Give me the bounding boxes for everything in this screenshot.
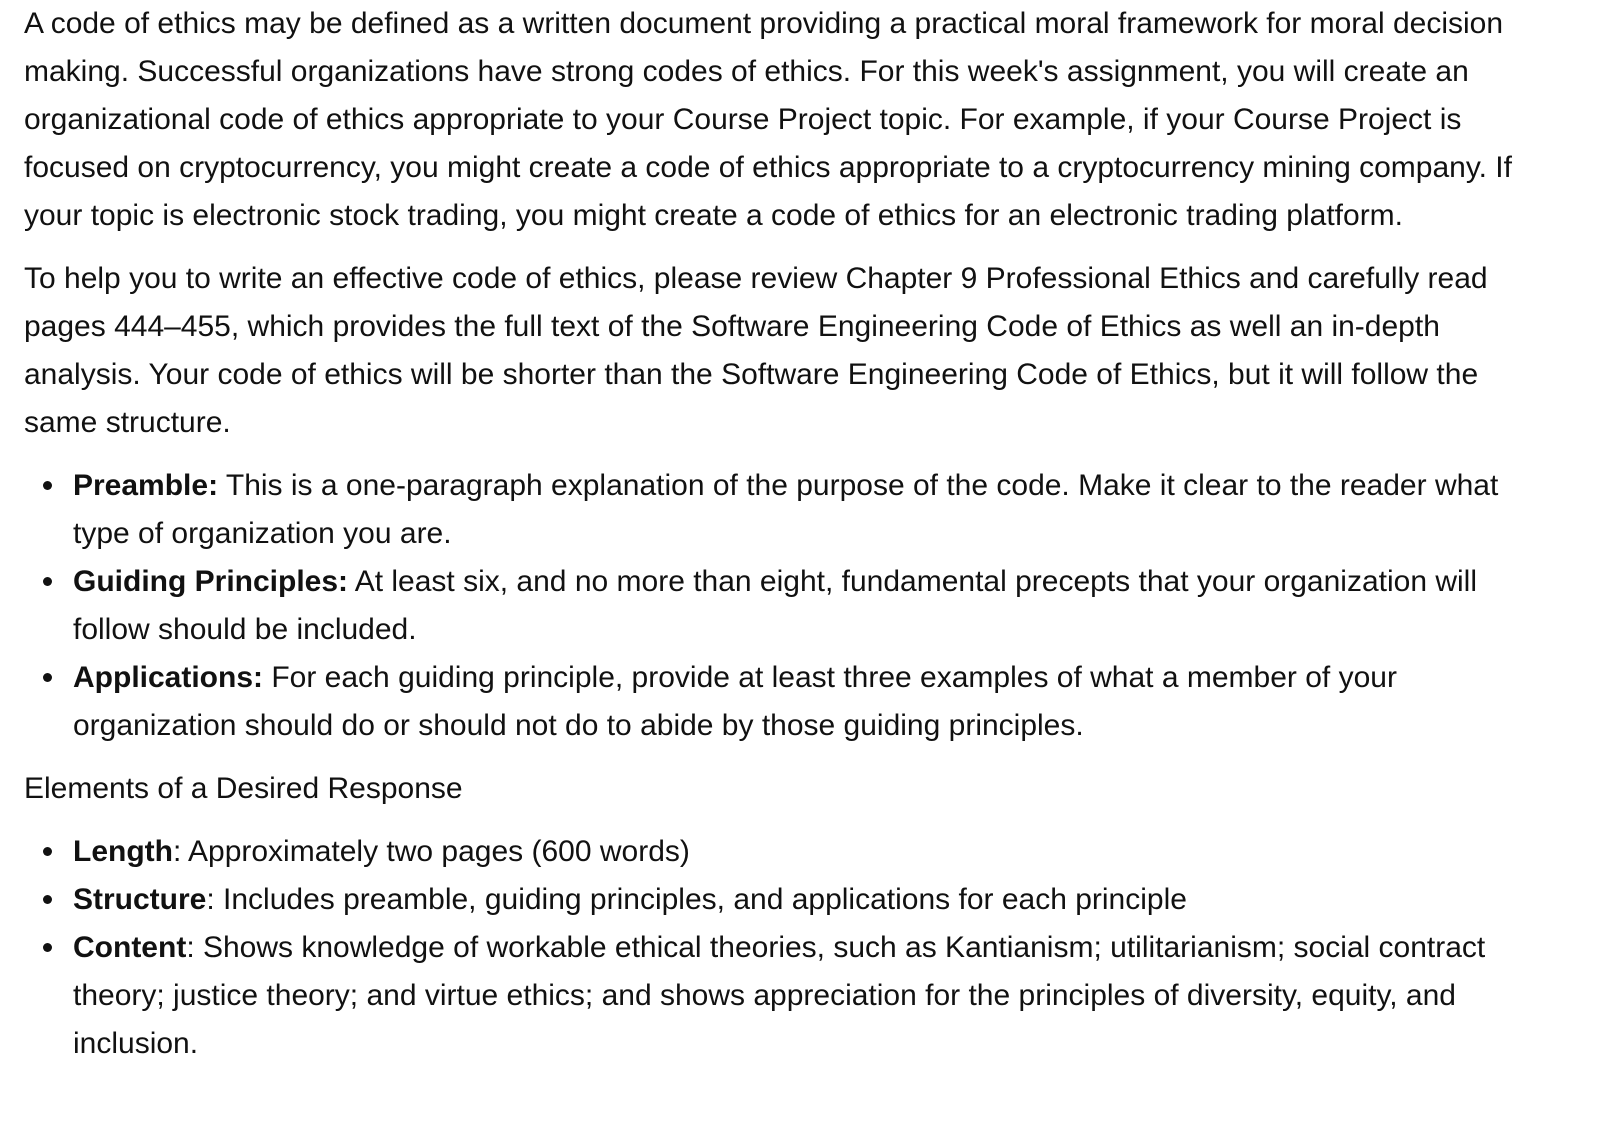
list-item-term: Guiding Principles: bbox=[73, 565, 349, 598]
elements-heading: Elements of a Desired Response bbox=[24, 772, 463, 805]
list-item-applications bbox=[73, 654, 1524, 750]
intro-paragraph-2: To help you to write an effective code of ethics, please review Chapter 9 Professional Ethics and carefully read pages 444–455, which provides the full text of the Software Engineering Code of Ethics as well an in-depth analysis. Your code of ethics will be shorter than the Software Engineering Code of Ethics, but it will follow the same structure. bbox=[24, 262, 1488, 439]
intro-paragraph-1: A code of ethics may be defined as a written document providing a practical moral framework for moral decision making. Successful organizations have strong codes of ethics. For this week's assignment, you will create an organizational code of ethics appropriate to your Course Project topic. For example, if your Course Project is focused on cryptocurrency, you might create a code of ethics appropriate to a cryptocurrency mining company. If your topic is electronic stock trading, you might create a code of ethics for an electronic trading platform. bbox=[24, 7, 1512, 232]
list-item-length bbox=[73, 828, 1524, 876]
list-item-text: For each guiding principle, provide at least three examples of what a member of your organization should do or should not do to abide by those guiding principles. bbox=[73, 661, 1397, 742]
list-item-term: Length bbox=[73, 835, 173, 868]
list-item-term: Structure bbox=[73, 883, 207, 916]
bullet-icon bbox=[40, 558, 54, 606]
list-item-text: This is a one-paragraph explanation of the purpose of the code. Make it clear to the reader what type of organization you are. bbox=[73, 469, 1499, 550]
assignment-content bbox=[24, 0, 1524, 1068]
list-item-structure bbox=[73, 876, 1524, 924]
list-item-text: At least six, and no more than eight, fundamental precepts that your organization will follow should be included. bbox=[73, 565, 1478, 646]
list-item-term: Content bbox=[73, 931, 187, 964]
bullet-icon bbox=[40, 654, 54, 702]
list-item-guiding-principles bbox=[73, 558, 1524, 654]
list-item-preamble bbox=[73, 462, 1524, 558]
list-item-text: : Approximately two pages (600 words) bbox=[172, 835, 690, 868]
list-item-text: : Includes preamble, guiding principles, and applications for each principle bbox=[206, 883, 1187, 916]
structure-list bbox=[24, 462, 1524, 750]
list-item-text: : Shows knowledge of workable ethical theories, such as Kantianism; utilitarianism; social contract theory; justice theory; and virtue ethics; and shows appreciation for the principles of diversity, equity, and inclusion. bbox=[73, 931, 1486, 1060]
elements-list bbox=[24, 828, 1524, 1068]
bullet-icon bbox=[40, 462, 54, 510]
bullet-icon bbox=[40, 828, 54, 876]
list-item-term: Preamble: bbox=[73, 469, 219, 502]
list-item-content bbox=[73, 924, 1524, 1068]
bullet-icon bbox=[40, 876, 54, 924]
list-item-term: Applications: bbox=[73, 661, 264, 694]
bullet-icon bbox=[40, 924, 54, 972]
